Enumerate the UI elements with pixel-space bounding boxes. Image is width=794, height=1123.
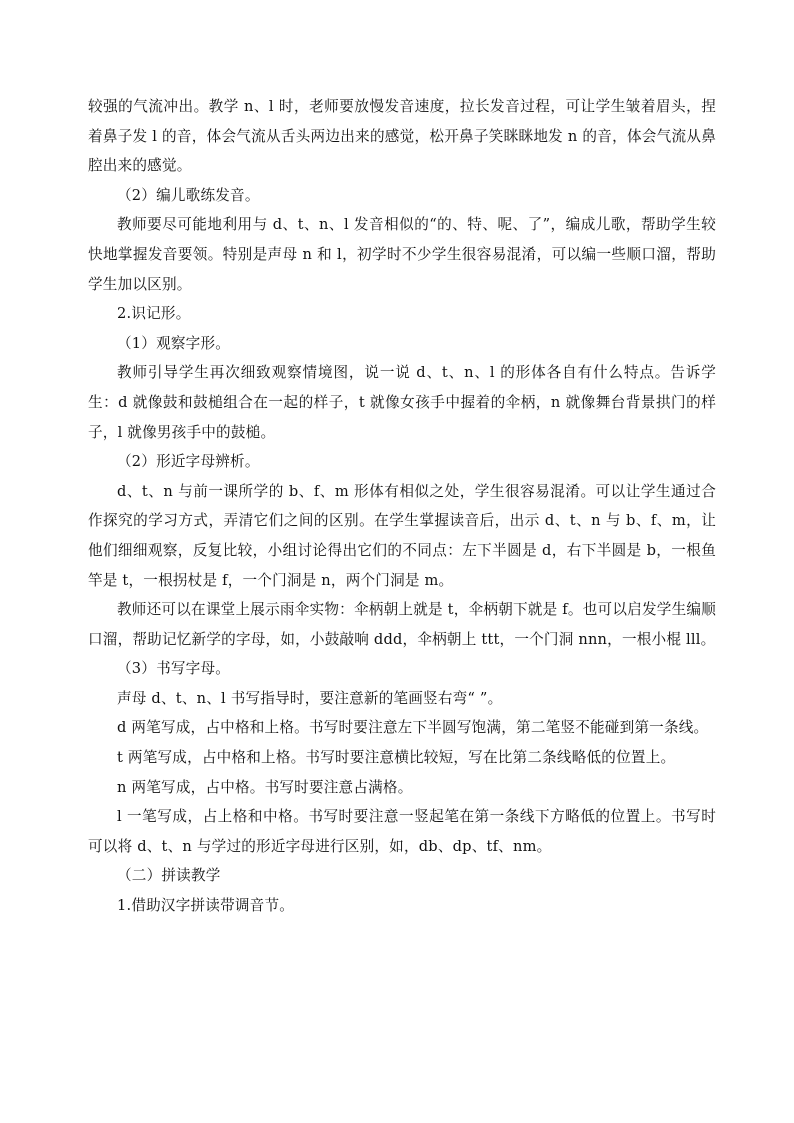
paragraph-write-t: t 两笔写成，占中格和上格。书写时要注意横比较短，写在比第二条线略低的位置上。 <box>117 749 676 767</box>
heading-compose-rhymes: （2）编儿歌练发音。 <box>117 186 260 204</box>
heading-recognize-shape: 2.识记形。 <box>117 305 191 323</box>
paragraph-write-n: n 两笔写成，占中格。书写时要注意占满格。 <box>117 778 413 796</box>
paragraph-1: 较强的气流冲出。教学 n、l 时，老师要放慢发音速度，拉长发音过程，可让学生皱着眉头，捏着鼻子发 l 的音，体会气流从舌头两边出来的感觉，松开鼻子笑眯眯地发 n 的音，体会气流从鼻腔出来的感觉。 <box>88 98 716 175</box>
paragraph-observe-shape: 教师引导学生再次细致观察情境图，说一说 d、t、n、l 的形体各自有什么特点。告诉学生：d 就像鼓和鼓槌组合在一起的样子，t 就像女孩手中握着的伞柄，n 就像舞台背景拱门的样子，l 就像男孩手中的鼓槌。 <box>88 364 716 441</box>
paragraph-write-d: d 两笔写成，占中格和上格。书写时要注意左下半圆写饱满，第二笔竖不能碰到第一条线。 <box>117 719 709 737</box>
paragraph-umbrella: 教师还可以在课堂上展示雨伞实物：伞柄朝上就是 t，伞柄朝下就是 f。也可以启发学生编顺口溜，帮助记忆新学的字母，如，小鼓敲响 ddd，伞柄朝上 ttt，一个门洞 nnn，一根小棍 lll。 <box>88 601 716 648</box>
heading-write-letters: （3）书写字母。 <box>117 660 231 678</box>
paragraph-write-l: l 一笔写成，占上格和中格。书写时要注意一竖起笔在第一条线下方略低的位置上。书写时可以将 d、t、n 与学过的形近字母进行区别，如，db、dp、tf、nm。 <box>88 808 716 855</box>
heading-spelling-teaching: （二）拼读教学 <box>117 867 221 885</box>
document-body <box>88 92 716 921</box>
heading-similar-letters: （2）形近字母辨析。 <box>117 453 260 471</box>
paragraph-writing-guide: 声母 d、t、n、l 书写指导时，要注意新的笔画竖右弯“ ”。 <box>117 689 503 707</box>
paragraph-similar-letters: d、t、n 与前一课所学的 b、f、m 形体有相似之处，学生很容易混淆。可以让学生通过合作探究的学习方式，弄清它们之间的区别。在学生掌握读音后，出示 d、t、n 与 b、f、m，让他们细细观察，反复比较，小组讨论得出它们的不同点：左下半圆是 d，右下半圆是 b，一根鱼竿是 t，一根拐杖是 f，一个门洞是 n，两个门洞是 m。 <box>88 482 716 589</box>
paragraph-rhymes: 教师要尽可能地利用与 d、t、n、l 发音相似的“的、特、呢、了”，编成儿歌，帮助学生较快地掌握发音要领。特别是声母 n 和 l，初学时不少学生很容易混淆，可以编一些顺口溜，帮助学生加以区别。 <box>88 216 716 293</box>
heading-syllable-reading: 1.借助汉字拼读带调音节。 <box>117 897 295 915</box>
heading-observe-shape: （1）观察字形。 <box>117 334 231 352</box>
